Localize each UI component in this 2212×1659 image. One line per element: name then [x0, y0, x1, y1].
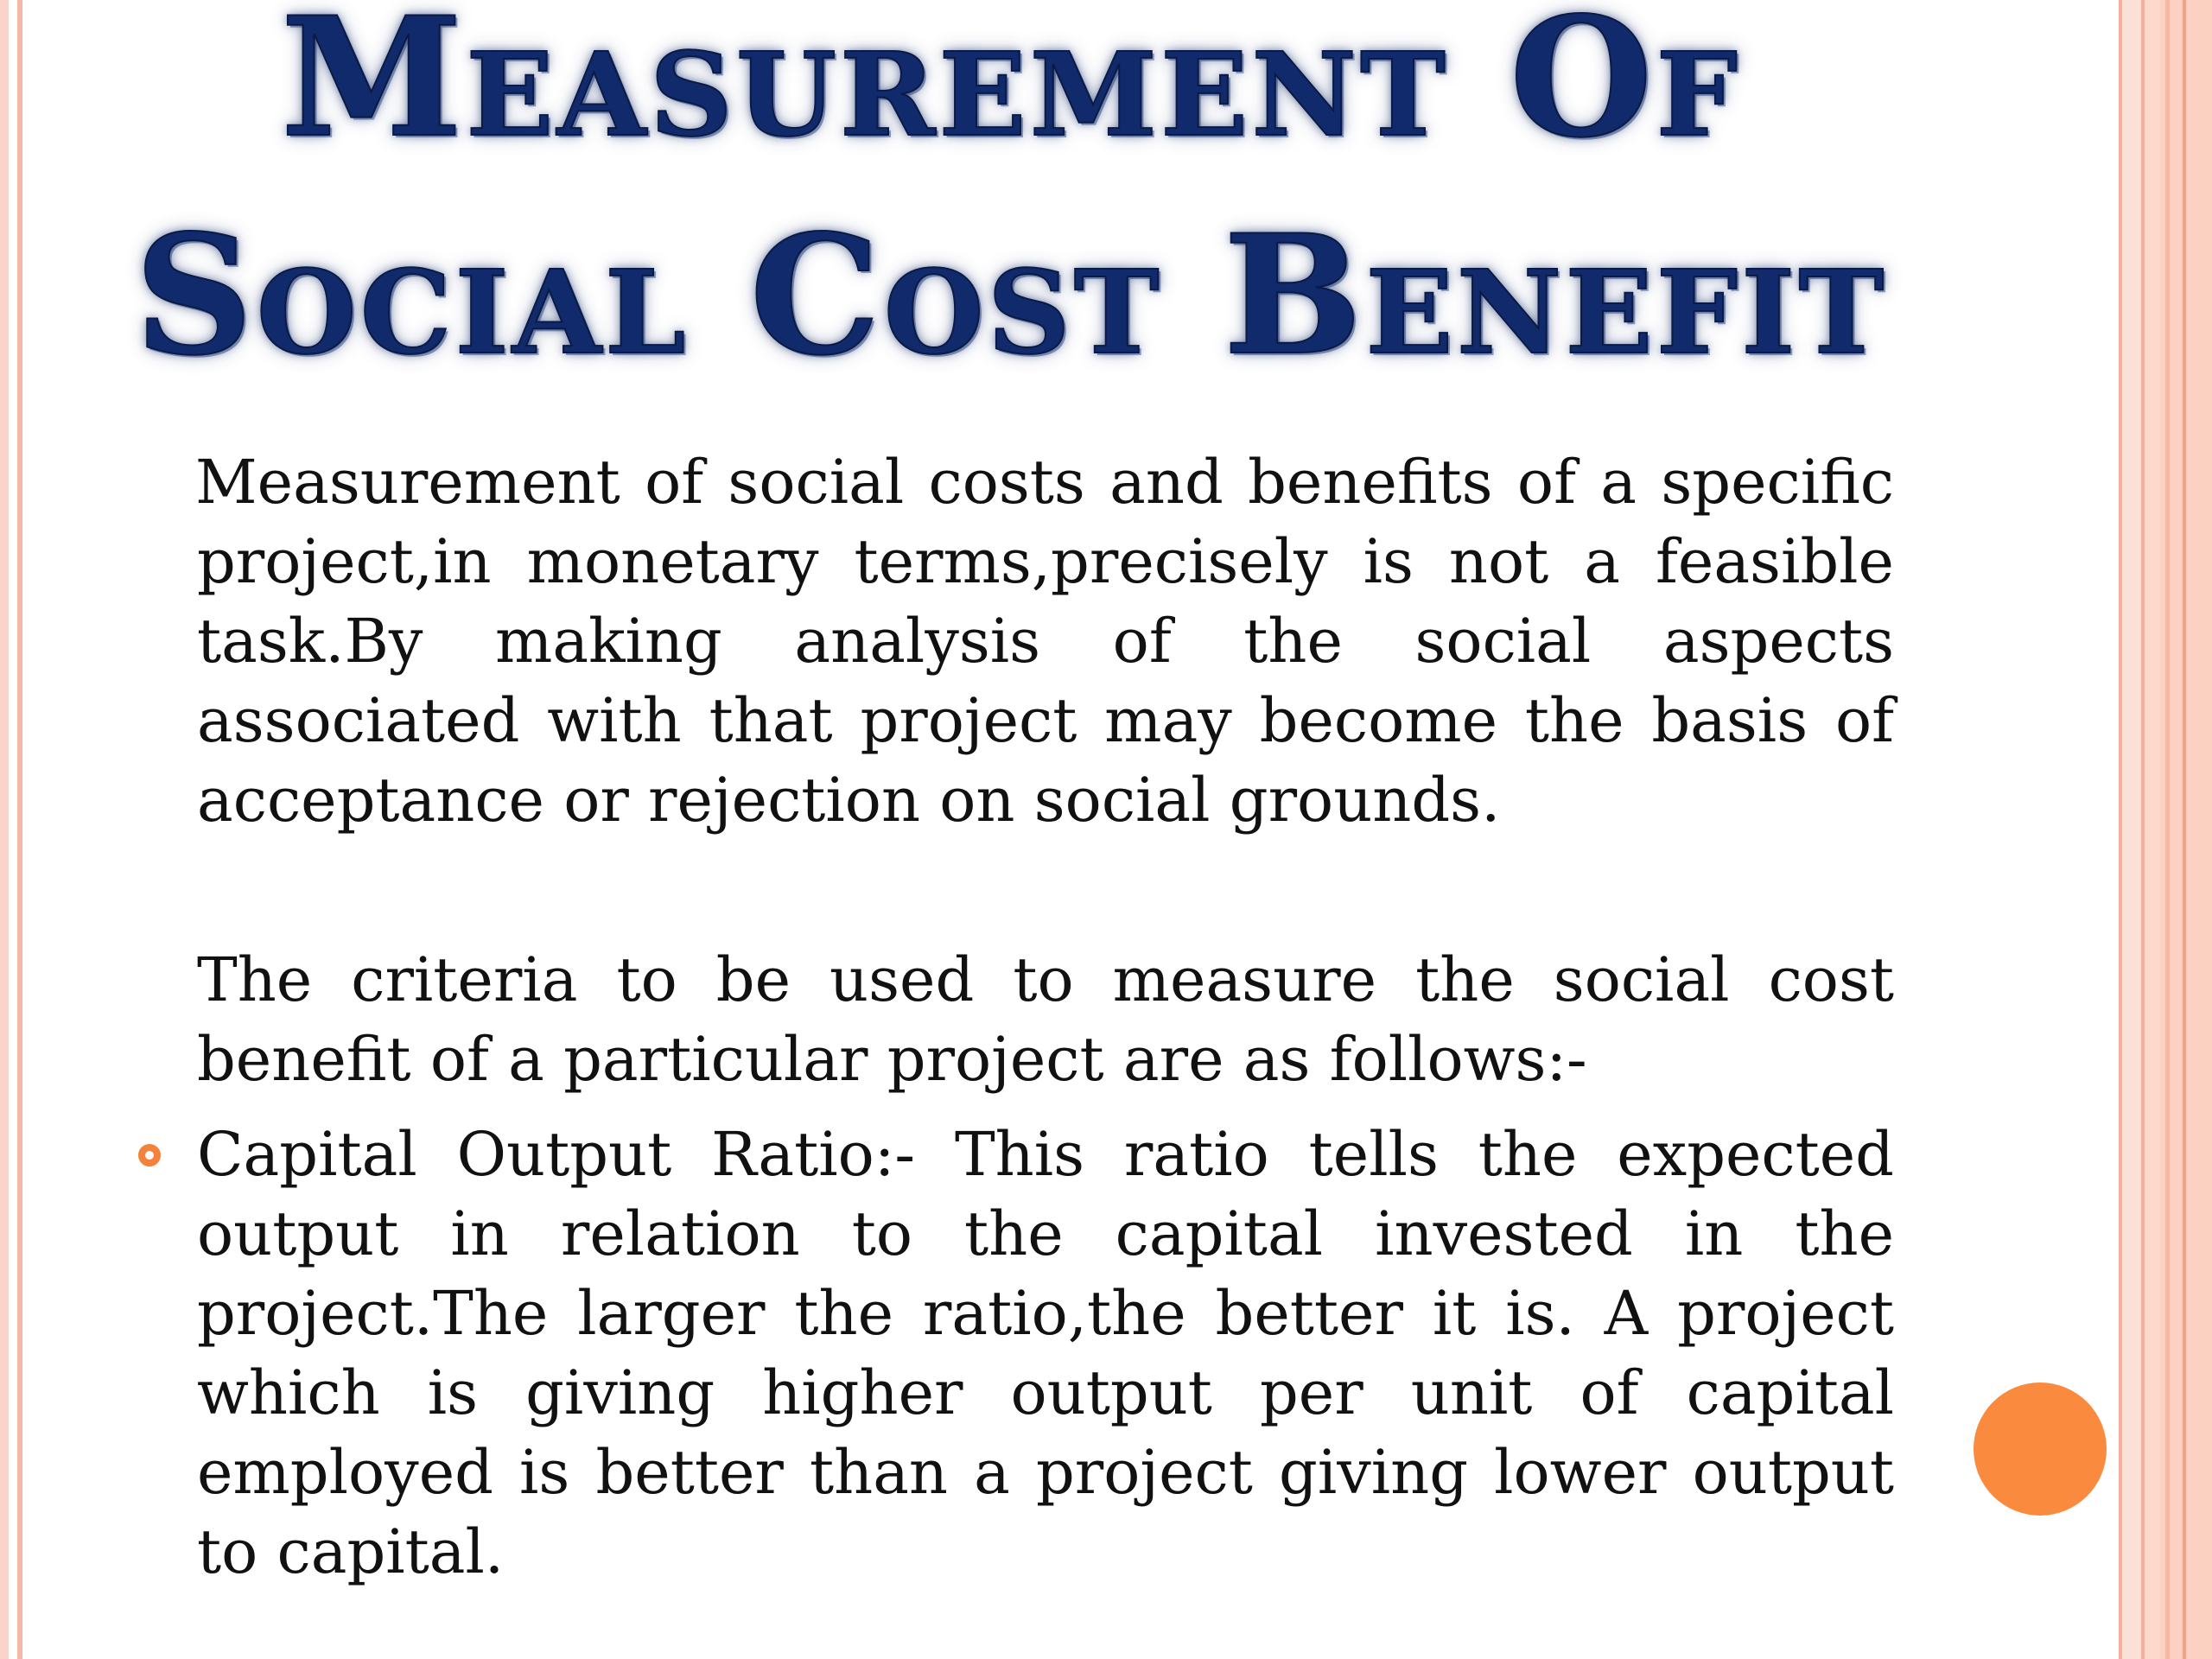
slide-title-line-2: Social Cost Benefit	[134, 199, 1888, 391]
right-border-stripe	[2122, 0, 2141, 1659]
right-border-stripe	[2145, 0, 2160, 1659]
right-border-line	[2183, 0, 2186, 1659]
body-paragraph-criteria: The criteria to be used to measure the social cost benefit of a particular project are as follows:-	[197, 944, 1894, 1095]
orange-circle-decoration	[1974, 1382, 2107, 1516]
body-paragraph-measurement: Measurement of social costs and benefits of a specific project,in monetary terms,precisely is not a feasible task.By making analysis of the social aspects associated with that project may become the basis of acceptance or rejection on social grounds.	[195, 447, 1894, 836]
left-border-line	[17, 0, 22, 1659]
right-border-line	[2165, 0, 2170, 1659]
bullet-ring-icon	[138, 1144, 161, 1166]
slide-title-line-1: Measurement Of	[280, 0, 1742, 174]
left-border-stripe	[0, 0, 9, 1659]
bullet-item-capital-output-ratio: Capital Output Ratio:- This ratio tells the expected output in relation to the capital invested in the project.The larger the ratio,the better it is. A project which is giving higher output per unit of capital employed is better than a project giving lower output to capital.	[197, 1119, 1894, 1587]
